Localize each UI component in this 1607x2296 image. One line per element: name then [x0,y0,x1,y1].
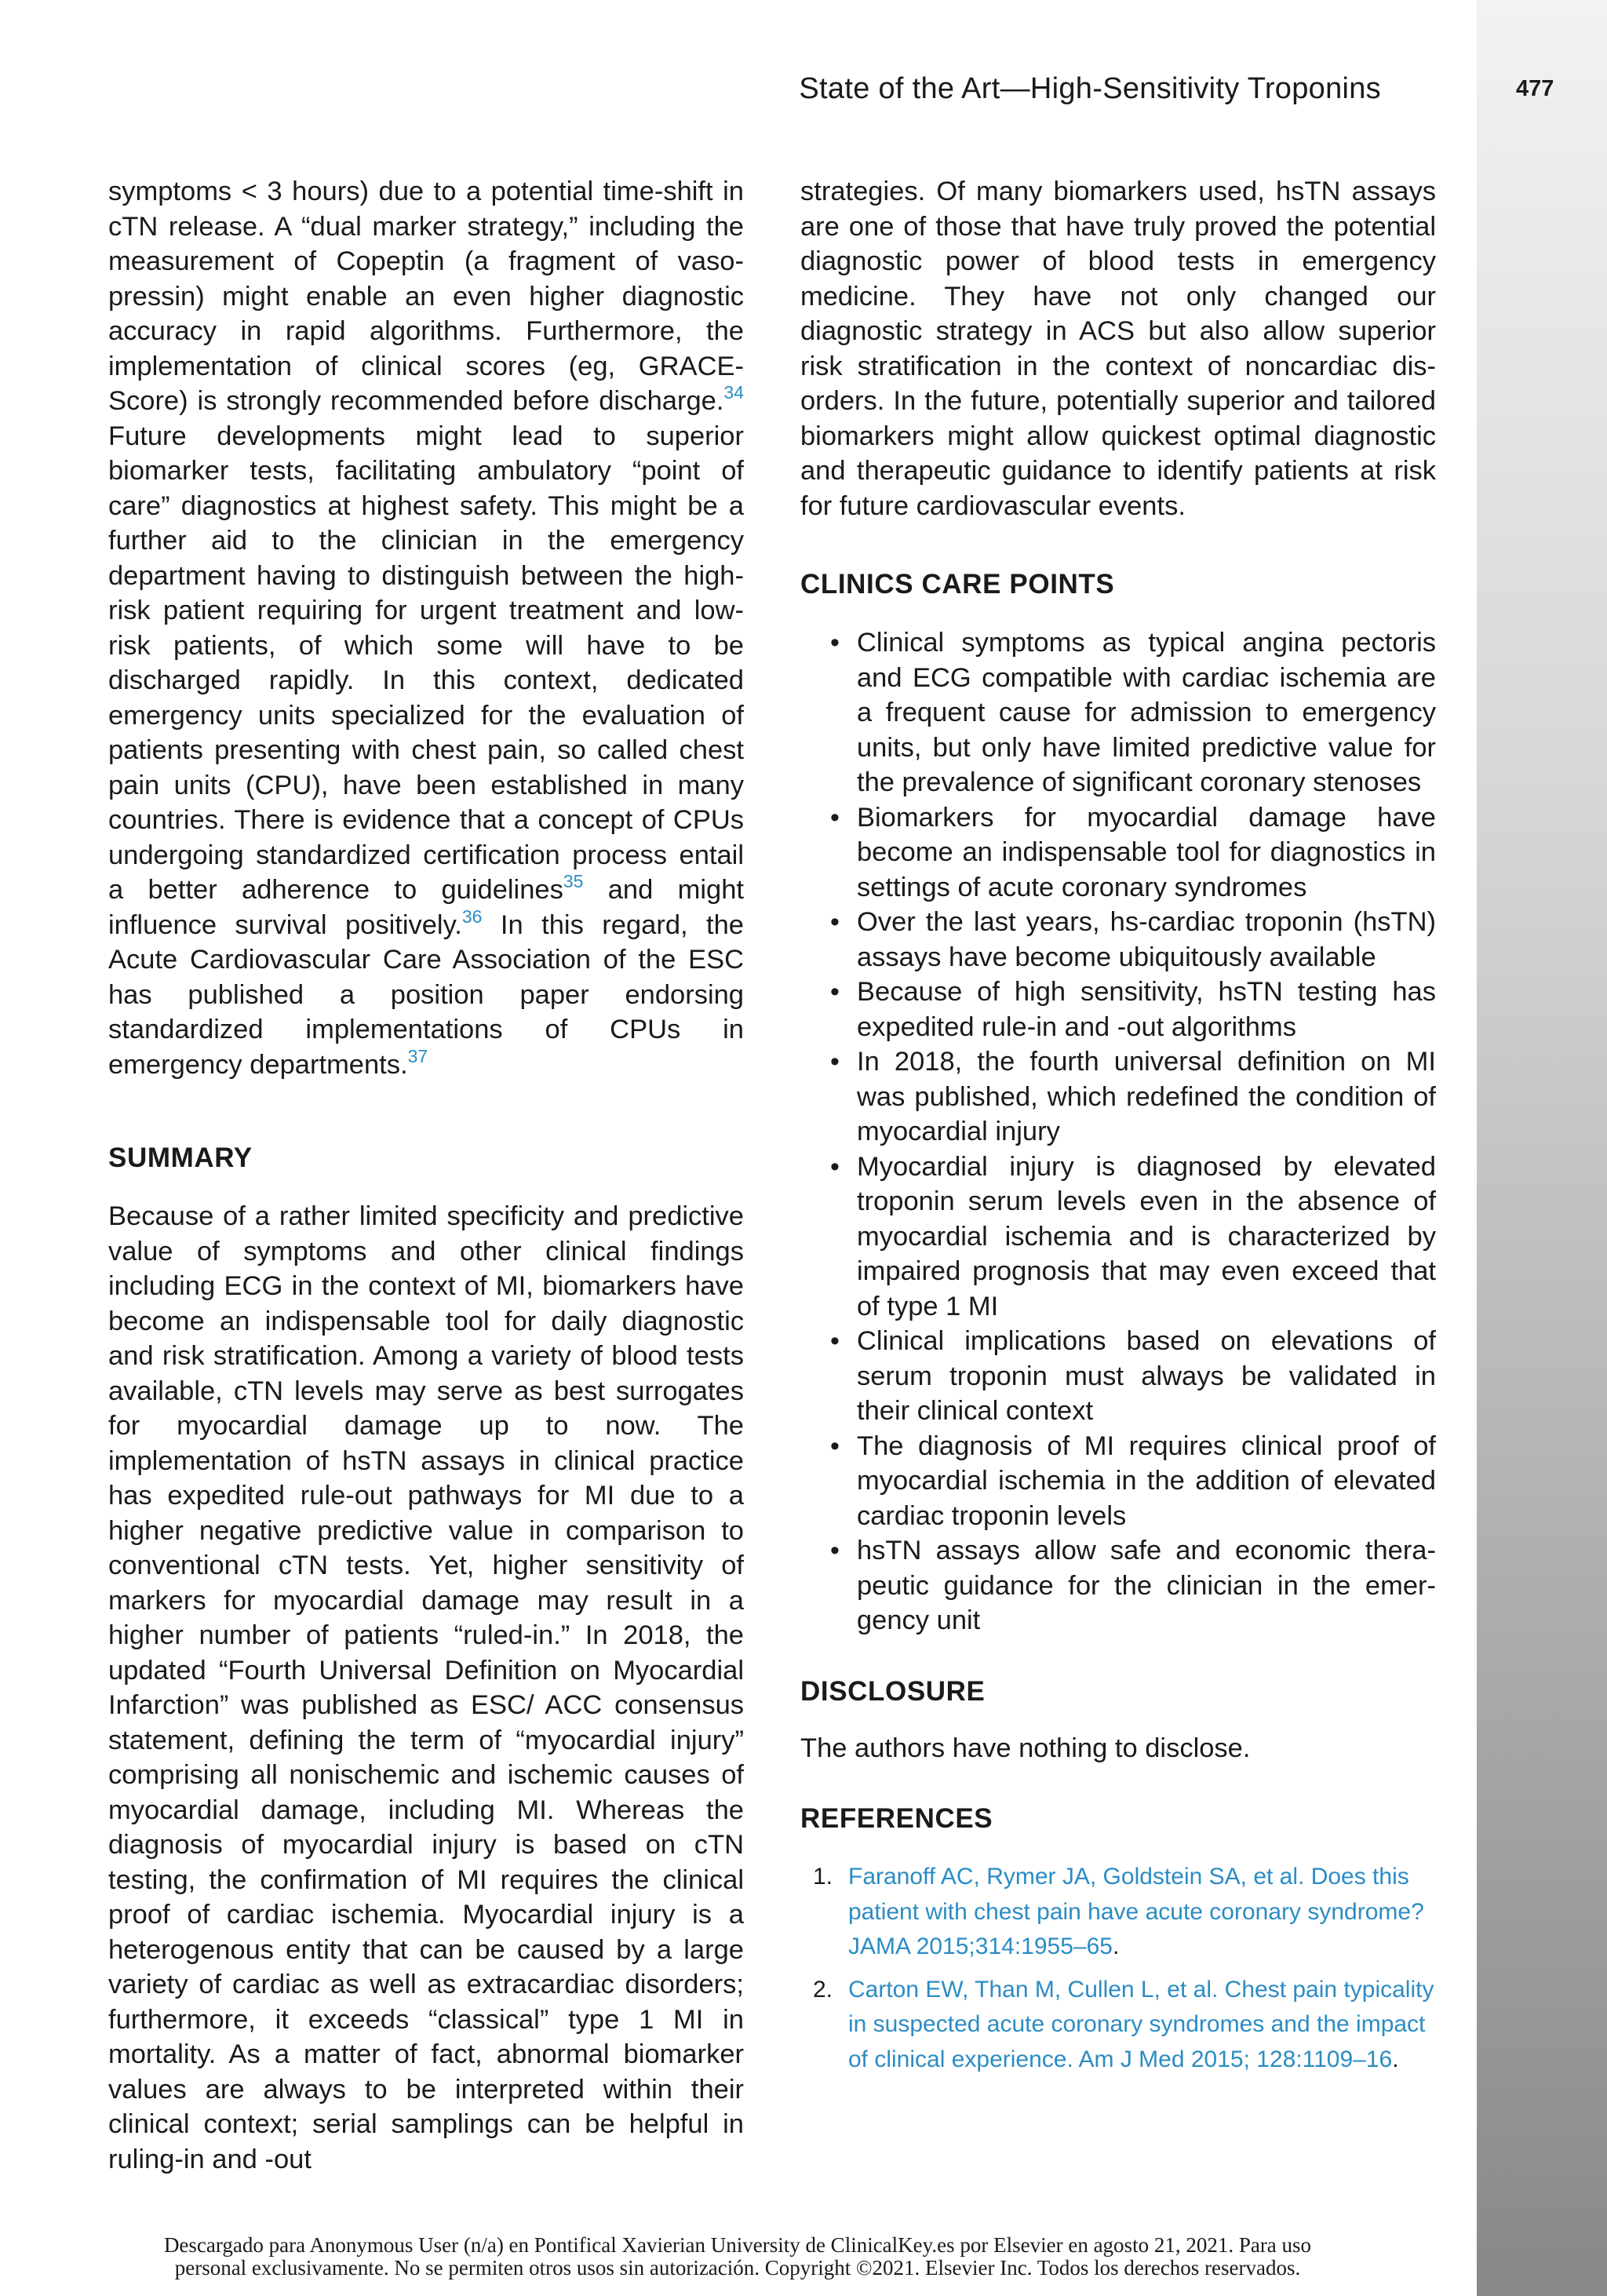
bullet-icon: • [830,1326,840,1356]
list-item: • Biomarkers for myocardial damage have become an indispensable tool for diagnostics in settings of acute coronary syndromes [800,800,1436,906]
bullet-icon: • [830,1430,840,1461]
list-item: • Clinical symptoms as typical angina pectoris and ECG compatible with cardiac ischemia are a frequent cause for admission to emergency units, but only have limited predictive value for the prevalence of significant coronary stenoses [800,625,1436,800]
reference-number: 1. [813,1864,833,1890]
page-edge-gradient [1477,0,1607,2296]
bullet-icon: • [830,802,840,833]
right-column [800,174,1436,2077]
reference-number: 2. [813,1976,833,2003]
summary-paragraph: Because of a rather limited specificity and predictive value of symptoms and other clinical findings including ECG in the context of MI, biomarkers have become an indispensable tool for daily diagnostic and risk stratification. Among a variety of blood tests available, cTN levels may serve as best surrogates for myocardial damage up to now. The implementation of hsTN assays in clinical practice has expedited rule-out pathways for MI due to a higher negative predictive value in comparison to conventional cTN tests. Yet, higher sensitivity of markers for myocardial damage may result in a higher number of patients “ruled-in.” In 2018, the updated “Fourth Universal Definition on Myocardial Infarction” was published as ESC/ ACC consensus statement, defining the term of “myocardial injury” comprising all nonischemic and ischemic causes of myocardial damage, including MI. Whereas the diagnosis of myocardial injury is based on cTN testing, the confirmation of MI requires the clinical proof of cardiac ischemia. Myocardial injury is a heterogenous entity that can be caused by a large variety of cardiac as well as extracardiac disorders; furthermore, it exceeds “classical” type 1 MI in mortality. As a matter of fact, abnormal biomarker values are always to be interpreted within their clinical context; serial samplings can be helpful in ruling-in and -out [108,1201,744,2174]
reference-item[interactable]: 2. Carton EW, Than M, Cullen L, et al. Chest pain typicality in suspected acute coronary syndromes and the impact of clinical experience. Am J Med 2015; 128:1109–16. [800,1973,1436,2078]
references-list [800,1860,1436,2077]
citation-36[interactable]: 36 [461,906,483,927]
list-item: • Clinical implications based on elevations of serum troponin must always be validated in their clinical context [800,1324,1436,1429]
list-item: • Because of high sensitivity, hsTN testing has expedited rule-in and -out algorithms [800,975,1436,1044]
citation-35[interactable]: 35 [563,871,584,891]
citation-34[interactable]: 34 [723,382,744,403]
running-title: State of the Art—High-Sensitivity Troponins [799,72,1381,105]
list-item: • In 2018, the fourth universal definition on MI was published, which redefined the condition of myocardial injury [800,1044,1436,1150]
disclosure-heading: DISCLOSURE [800,1675,986,1707]
text-segment: and might influence survival positively. [108,875,744,940]
references-heading: REFERENCES [800,1803,993,1834]
left-column [108,174,744,2177]
download-footer [0,2234,1475,2280]
citation-37[interactable]: 37 [407,1045,428,1066]
reference-link[interactable]: Carton EW, Than M, Cullen L, et al. Chest pain typicality in suspected acute coronary syndromes and the impact of clinical experience. Am J Med 2015; 128:1109–16 [848,1976,1434,2072]
list-item: • hsTN assays allow safe and economic therapeutic guidance for the clinician in the emergency unit [800,1533,1436,1638]
summary-heading: SUMMARY [108,1143,253,1173]
care-points-list [800,625,1436,1638]
bullet-icon: • [830,628,840,658]
bullet-icon: • [830,1047,840,1077]
footer-line-1: Descargado para Anonymous User (n/a) en Pontifical Xavierian University de ClinicalKey.es por Elsevier en agosto 21, 2021. Para uso [163,2233,1312,2257]
page-number: 477 [1516,76,1554,101]
body-paragraph: strategies. Of many biomarkers used, hsTN assays are one of those that have truly proved the potential diagnostic power of blood tests in emergency medicine. They have not only changed our diagnostic strategy in ACS but also allow superior risk stratification in the context of noncardiac disorders. In the future, potentially superior and tailored biomarkers might allow quickest optimal diagnostic and therapeutic guidance to identify patients at risk for future cardiovascular events. [800,177,1436,521]
bullet-icon: • [830,1536,840,1565]
list-item: • The diagnosis of MI requires clinical proof of myocardial ischemia in the addition of elevated cardiac troponin levels [800,1429,1436,1534]
body-paragraph [108,174,744,1082]
disclosure-text: The authors have nothing to disclose. [800,1733,1251,1763]
list-item: • Myocardial injury is diagnosed by elevated troponin serum levels even in the absence of myocardial ischemia and is characterized by impaired prognosis that may even exceed that of type 1 MI [800,1150,1436,1325]
text-segment: In this regard, the Acute Cardiovascular Care Association of the ESC has published a position paper endorsing standardized implementations of CPUs in emergency departments. [108,909,744,1080]
bullet-icon: • [830,1151,840,1182]
bullet-icon: • [830,907,840,937]
clinics-care-points-heading: CLINICS CARE POINTS [800,569,1115,600]
bullet-icon: • [830,977,840,1007]
text-segment: symptoms < 3 hours) due to a potential time-shift in cTN release. A “dual marker strategy,” including the measurement of Copeptin (a fragment of vasopressin) might enable an even higher diagnostic accuracy in rapid algorithms. Furthermore, the implementation of clinical scores (eg, GRACE-Score) is strongly recommended before discharge. [108,177,744,416]
footer-line-2: personal exclusivamente. No se permiten otros usos sin autorización. Copyright ©2021. Elsevier Inc. Todos los derechos reservados. [174,2256,1301,2280]
text-segment: Future developments might lead to superior biomarker tests, facilitating ambulatory “point of care” diagnostics at highest safety. This might be a further aid to the clinician in the emergency department having to distinguish between the high-risk patient requiring for urgent treatment and low-risk patients, of which some will have to be discharged rapidly. In this context, dedicated emergency units specialized for the evaluation of patients presenting with chest pain, so called chest pain units (CPU), have been established in many countries. There is evidence that a concept of CPUs undergoing standardized certification process entail a better adherence to guidelines [108,421,744,905]
reference-item[interactable]: 1. Faranoff AC, Rymer JA, Goldstein SA, et al. Does this patient with chest pain have acute coronary syndrome? JAMA 2015;314:1955–65. [800,1860,1436,1965]
reference-link[interactable]: Faranoff AC, Rymer JA, Goldstein SA, et al. Does this patient with chest pain have acute coronary syndrome? JAMA 2015;314:1955–65 [848,1864,1424,1959]
list-item: • Over the last years, hs-cardiac troponin (hsTN) assays have become ubiquitously available [800,905,1436,975]
